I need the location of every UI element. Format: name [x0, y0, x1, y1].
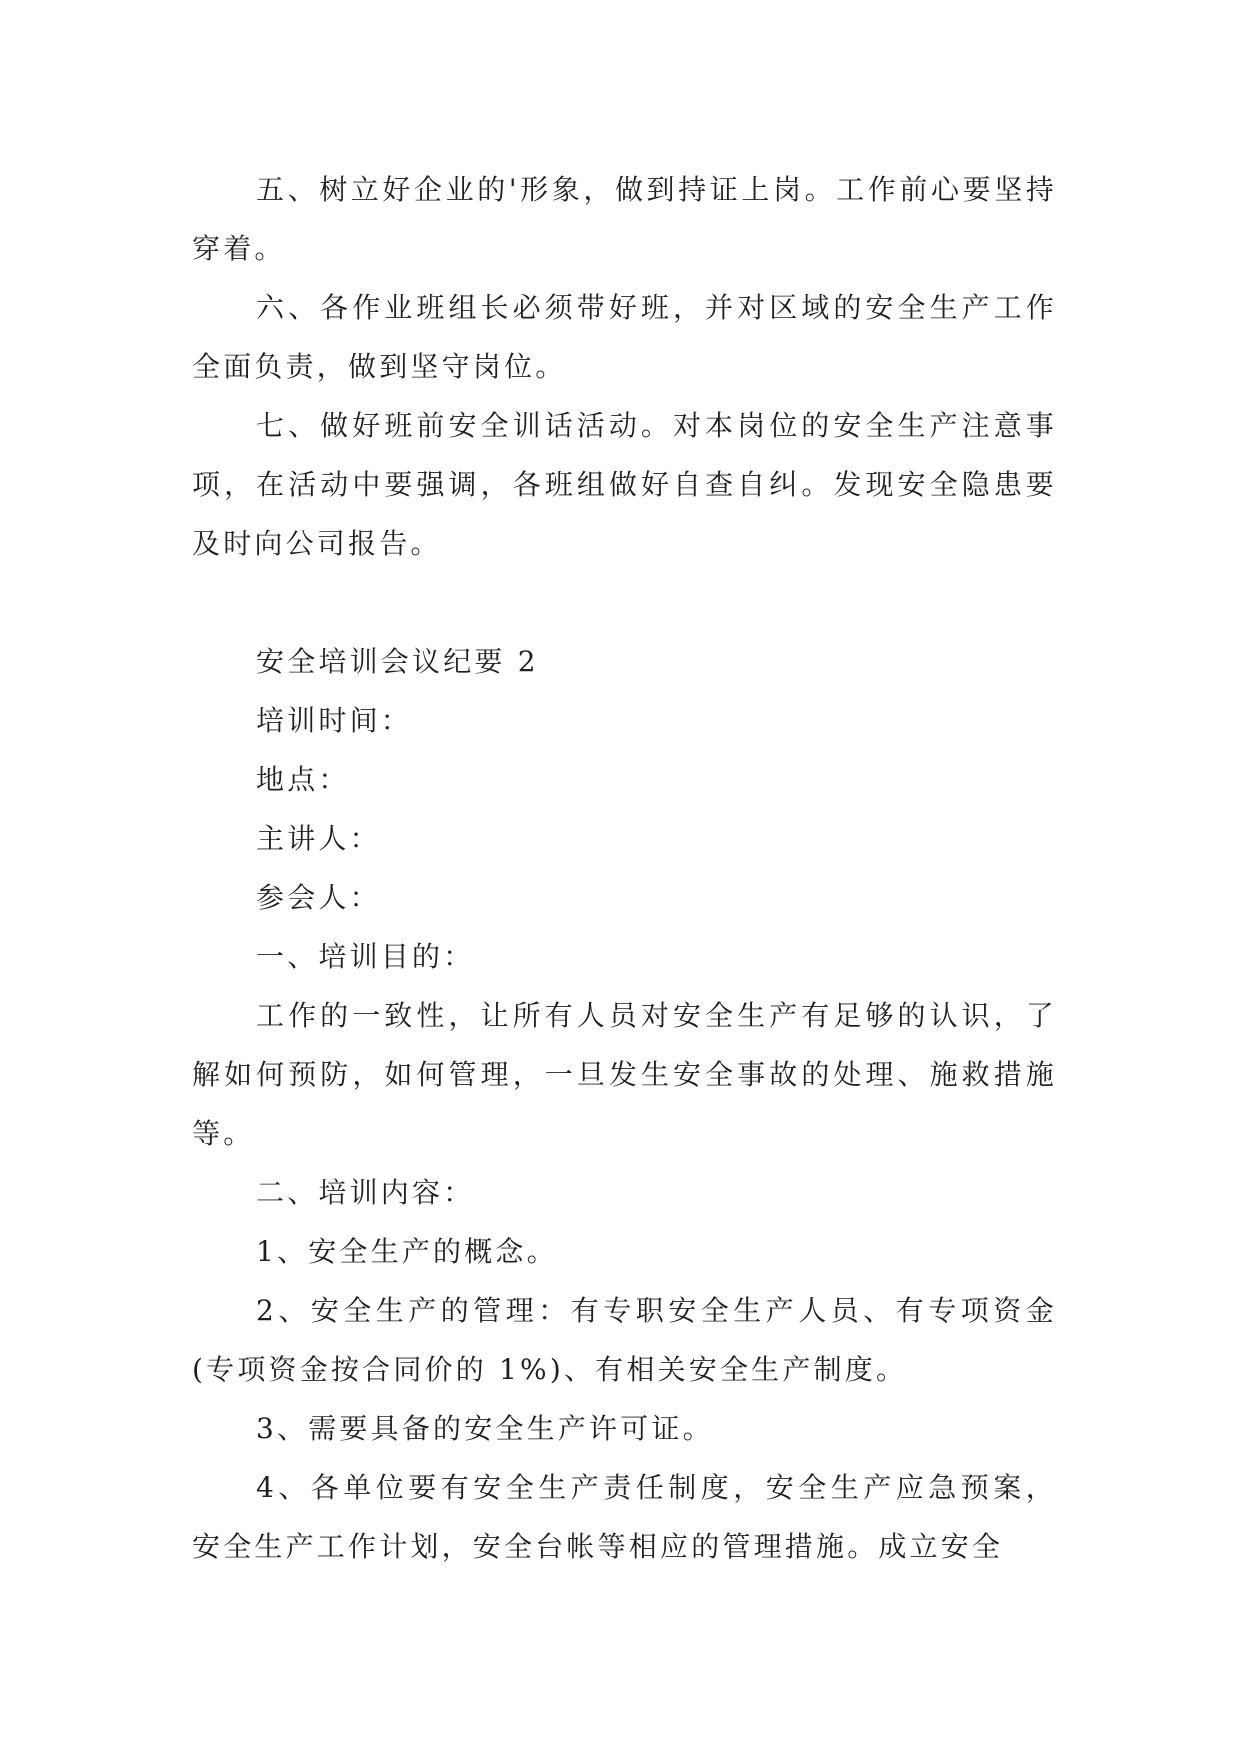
- purpose-text: 工作的一致性，让所有人员对安全生产有足够的认识，了解如何预防，如何管理，一旦发生安全事故的处理、施救措施等。: [192, 999, 1057, 1150]
- field-speaker: 主讲人：: [256, 822, 381, 855]
- field-place: 地点：: [256, 763, 350, 796]
- content-heading: 二、培训内容：: [256, 1176, 475, 1209]
- paragraph-item-five: 五、树立好企业的'形象，做到持证上岗。工作前心要坚持穿着。: [192, 173, 1057, 265]
- section-spacer: [192, 573, 1057, 632]
- content-item-4: 4、各单位要有安全生产责任制度，安全生产应急预案，安全生产工作计划，安全台帐等相应的管理措施。成立安全: [192, 1471, 1057, 1563]
- section-title: 安全培训会议纪要 2: [256, 645, 539, 678]
- content-item-3: 3、需要具备的安全生产许可证。: [256, 1412, 714, 1445]
- document-body: [192, 160, 1057, 1576]
- content-item-1: 1、安全生产的概念。: [256, 1235, 558, 1268]
- paragraph-item-six: 六、各作业班组长必须带好班，并对区域的安全生产工作全面负责，做到坚守岗位。: [192, 291, 1057, 383]
- content-item-2: 2、安全生产的管理：有专职安全生产人员、有专项资金(专项资金按合同价的 1%)、有相关安全生产制度。: [192, 1294, 1057, 1386]
- paragraph-item-seven: 七、做好班前安全训话活动。对本岗位的安全生产注意事项，在活动中要强调，各班组做好自查自纠。发现安全隐患要及时向公司报告。: [192, 409, 1057, 560]
- purpose-heading: 一、培训目的：: [256, 940, 475, 973]
- field-training-time: 培训时间：: [256, 704, 413, 737]
- field-attendees: 参会人：: [256, 881, 381, 914]
